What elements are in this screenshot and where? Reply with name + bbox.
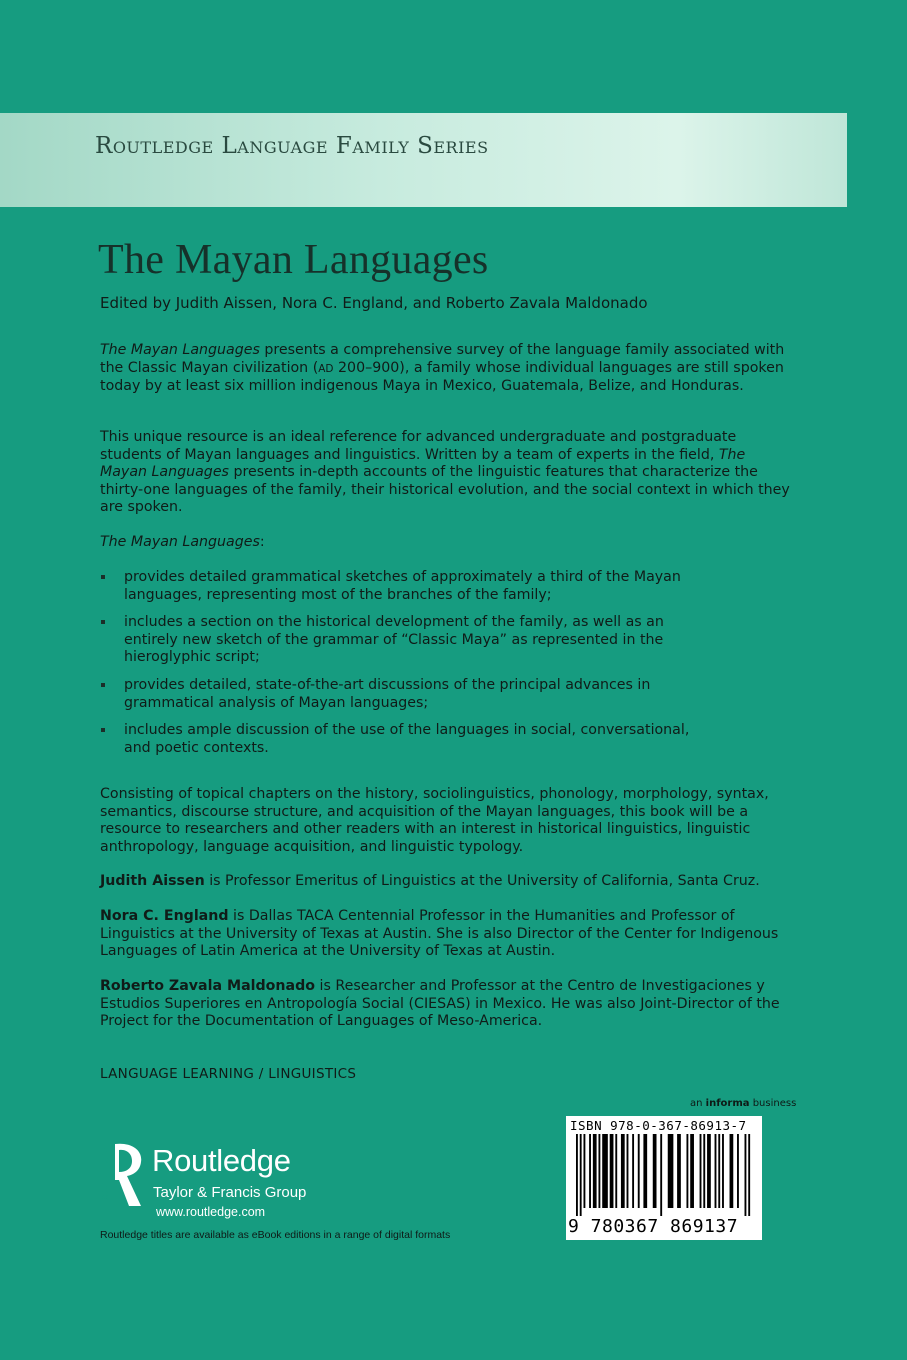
summary-paragraph xyxy=(100,786,800,856)
list-item-text: provides detailed grammatical sketches of approximately a third of the Mayan languages, representing most of the branches of the family; xyxy=(124,569,681,603)
editors-line: Edited by Judith Aissen, Nora C. England, and Roberto Zavala Maldonado xyxy=(100,294,648,312)
informa-suffix: business xyxy=(749,1098,797,1109)
bio-name: Judith Aissen xyxy=(100,873,205,889)
barcode-bar xyxy=(748,1134,750,1216)
bio-name: Roberto Zavala Maldonado xyxy=(100,978,316,994)
barcode-bar xyxy=(722,1134,724,1208)
era-abbrev: AD xyxy=(318,362,334,375)
barcode-bar xyxy=(643,1134,647,1208)
barcode-bar xyxy=(745,1134,747,1216)
barcode-bar xyxy=(598,1134,600,1208)
list-item-text: includes ample discussion of the use of the languages in social, conversational, and poetic contexts. xyxy=(124,722,690,756)
barcode-bar xyxy=(660,1134,662,1216)
lead-colon: : xyxy=(259,534,265,550)
series-banner xyxy=(0,113,847,207)
list-item xyxy=(100,569,700,604)
bio-text: is Professor Emeritus of Linguistics at the University of California, Santa Cruz. xyxy=(204,873,760,889)
publisher-name: Routledge xyxy=(152,1143,291,1178)
barcode-bar xyxy=(589,1134,591,1208)
routledge-vertical-wordmark xyxy=(98,1144,110,1206)
barcode-bar xyxy=(707,1134,711,1208)
intro-text: This unique resource is an ideal reference for advanced undergraduate and postgraduate students of Mayan languages and linguistics. Written by a team of experts in the field, xyxy=(100,429,737,463)
barcode-bar xyxy=(718,1134,720,1208)
barcode-bar xyxy=(700,1134,702,1208)
barcode-bar xyxy=(621,1134,625,1208)
barcode-bar xyxy=(737,1134,739,1208)
bio-aissen xyxy=(100,873,800,891)
barcode-bar xyxy=(677,1134,681,1208)
subject-category: LANGUAGE LEARNING / LINGUISTICS xyxy=(100,1066,357,1082)
informa-prefix: an xyxy=(690,1098,706,1109)
bullet-icon xyxy=(101,620,105,624)
barcode-bar xyxy=(615,1134,617,1208)
barcode-bar xyxy=(638,1134,640,1208)
publisher-group: Taylor & Francis Group xyxy=(153,1184,307,1201)
bio-text: is Dallas TACA Centennial Professor in the Humanities and Professor of Linguistics at the University of Texas at Austin. She is also Director of the Center for Indigenous Languages of Latin America at the University of Texas at Austin. xyxy=(100,908,779,960)
book-title: The Mayan Languages xyxy=(98,237,489,283)
title-italic: The Mayan Languages xyxy=(100,446,746,481)
isbn-number: ISBN 978-0-367-86913-7 xyxy=(570,1118,747,1133)
barcode-bar xyxy=(627,1134,629,1208)
list-item-text: provides detailed, state-of-the-art discussions of the principal advances in grammatical analysis of Mayan languages; xyxy=(124,676,651,711)
informa-brand: informa xyxy=(705,1098,750,1109)
barcode-bar xyxy=(686,1134,688,1208)
bio-text: is Researcher and Professor at the Centro de Investigaciones y Estudios Superiores en Antropología Social (CIESAS) in Mexico. He was also Joint-Director of the Project for the Documentation of Languages of Meso-America. xyxy=(100,978,780,1030)
title-italic: The Mayan Languages xyxy=(100,342,260,358)
list-item-text: includes a section on the historical development of the family, as well as an entirely new sketch of the grammar of “Classic Maya” as represented in the hieroglyphic script; xyxy=(124,614,664,666)
summary-text: Consisting of topical chapters on the history, sociolinguistics, phonology, morphology, syntax, semantics, discourse structure, and acquisition of the Mayan languages, this book will be a resource to researchers and other readers with an interest in historical linguistics, linguistic anthropology, language acquisition, and linguistic typology. xyxy=(100,786,769,855)
barcode-bar xyxy=(583,1134,585,1208)
bio-zavala xyxy=(100,978,800,1031)
barcode-bar xyxy=(610,1134,614,1208)
list-item xyxy=(100,677,700,712)
barcode-bar xyxy=(690,1134,694,1208)
bullets-lead xyxy=(100,534,790,552)
barcode-bar xyxy=(602,1134,608,1208)
bullet-icon xyxy=(101,728,105,732)
intro-paragraph-2 xyxy=(100,429,790,517)
vertical-wordmark-text: ROUTLEDGE xyxy=(100,1147,110,1204)
barcode-bar xyxy=(632,1134,634,1208)
intro-text: 200–900), a family whose individual languages are still spoken today by at least six million indigenous Maya in Mexico, Guatemala, Belize, and Honduras. xyxy=(100,359,784,395)
bullet-icon xyxy=(101,683,105,687)
barcode-bars xyxy=(570,1134,758,1216)
publisher-url: www.routledge.com xyxy=(156,1205,266,1219)
list-item xyxy=(100,614,700,667)
barcode-bar xyxy=(668,1134,674,1208)
intro-text: presents a comprehensive survey of the language family associated with the Classic Mayan civilization ( xyxy=(100,342,785,376)
bullet-icon xyxy=(101,575,105,579)
intro-paragraph-1 xyxy=(100,342,790,396)
informa-tagline xyxy=(690,1098,796,1109)
barcode-bar xyxy=(653,1134,657,1208)
list-item xyxy=(100,722,700,757)
barcode-bar xyxy=(703,1134,705,1208)
feature-list xyxy=(100,569,700,767)
barcode xyxy=(566,1116,762,1240)
barcode-bar xyxy=(730,1134,734,1208)
barcode-bar xyxy=(580,1134,582,1216)
bio-england xyxy=(100,908,800,961)
barcode-bar xyxy=(576,1134,578,1216)
intro-text: presents in-depth accounts of the linguistic features that characterize the thirty-one languages of the family, their historical evolution, and the social context in which they are spoken. xyxy=(100,464,790,516)
ebook-note: Routledge titles are available as eBook editions in a range of digital formats xyxy=(100,1229,451,1241)
bio-name: Nora C. England xyxy=(100,908,229,924)
title-italic: The Mayan Languages xyxy=(100,534,260,550)
series-title: Routledge Language Family Series xyxy=(95,133,489,159)
barcode-bar xyxy=(593,1134,597,1208)
barcode-bar xyxy=(715,1134,717,1208)
ean-number: 9 780367 869137 xyxy=(568,1216,739,1237)
